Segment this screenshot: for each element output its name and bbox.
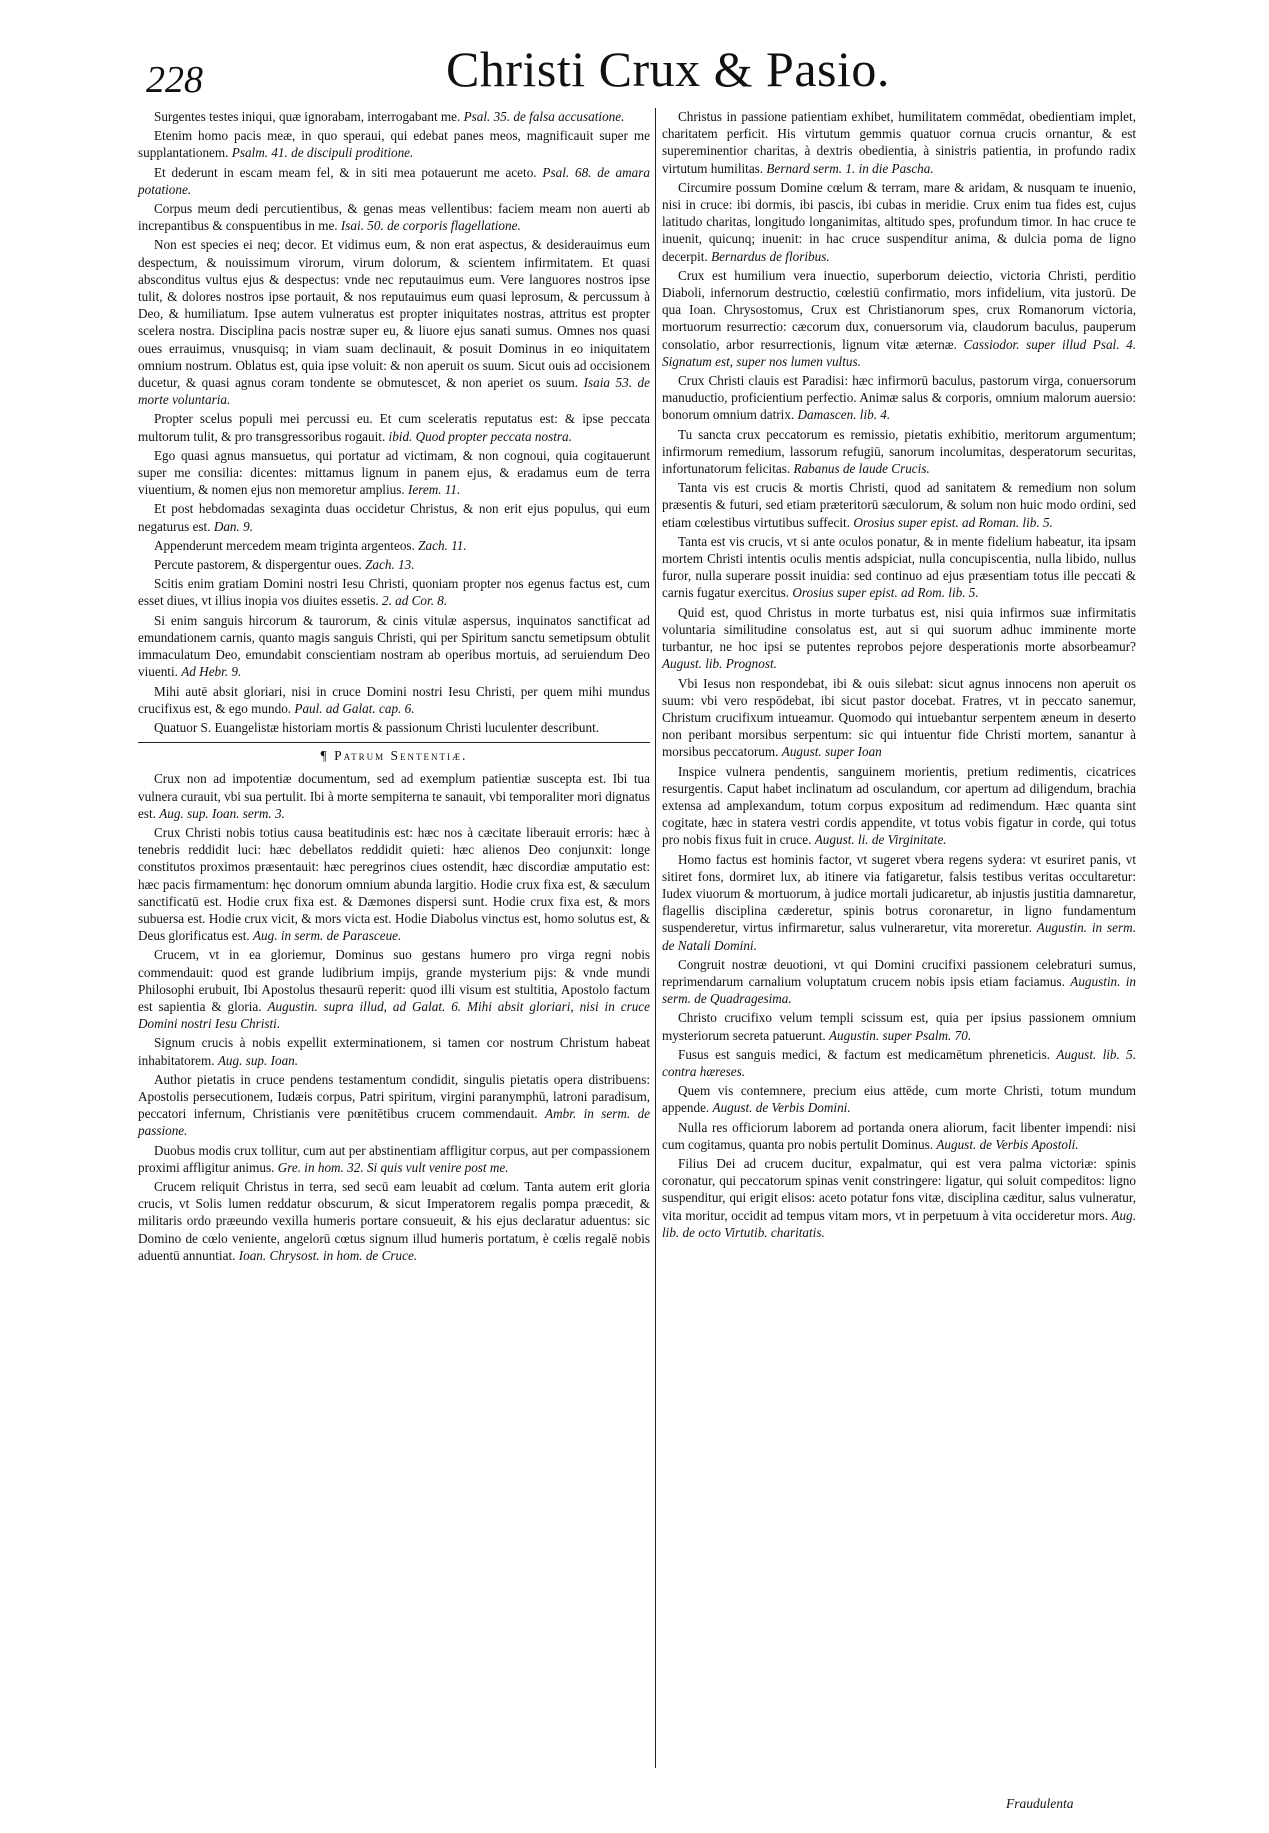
paragraph-text: Quid est, quod Christus in morte turbatus est, nisi quia infirmos suæ infirmitatis voluntaria similitudine consolatus est, aut si qui suorum adhuc imminente morte turbantur, ne hoc ipsi se putentes reprobos pejore desperationis morte absorbeamur? — [662, 604, 1136, 655]
paragraph — [138, 612, 650, 681]
paragraph — [662, 426, 1136, 478]
citation: Damascen. lib. 4. — [797, 407, 891, 423]
paragraph-text: Inspice vulnera pendentis, sanguinem morientis, pretium redimentis, cicatrices resurgentis. Caput habet inclinatum ad osculandum, cor apertum ad diligendum, brachia extensa ad amplexandum, totum corpus expositum ad redimendum. Hæc quanta sint cogitate, hæc in statera vestri cordis appendite, vt totus vobis figatur in corde, qui totus pro nobis fixus fuit in cruce. — [662, 763, 1136, 848]
paragraph-text: Mihi autē absit gloriari, nisi in cruce Domini nostri Iesu Christi, per quem mihi mundus crucifixus est, & ego mundo. — [138, 683, 650, 716]
paragraph-text: Fusus est sanguis medici, & factum est medicamētum phreneticis. — [678, 1046, 1051, 1062]
paragraph-text: Duobus modis crux tollitur, cum aut per abstinentiam affligitur corpus, aut per compassionem proximi affligitur animus. — [138, 1142, 650, 1175]
paragraph — [138, 1071, 650, 1140]
page-number: 228 — [146, 59, 203, 101]
paragraph-text: Quem vis contemnere, precium eius attēde, cum morte Christi, totum mundum appende. — [662, 1083, 1136, 1116]
paragraph — [662, 1009, 1136, 1043]
paragraph-text: Author pietatis in cruce pendens testamentum condidit, singulis pietatis opera distribuens: Apostolis persecutionem, Iudæis corpus, Patri spiritum, virgini paranymphū, latroni paradisum, peccatori infernum, Christianis vere pœnitētibus crucem commendauit. — [138, 1071, 650, 1122]
paragraph — [138, 1142, 650, 1176]
paragraph — [662, 372, 1136, 424]
paragraph-text: Crux Christi nobis totius causa beatitudinis est: hæc nos à cæcitate liberauit erroris: hæc à tenebris reddidit luci: hæc debellatos reddidit quieti: hæc alienos Deo conjunxit: longe constitutos proximos præsentauit: hæc peregrinos ciues ostendit, hæc discordiæ amputatio est: hæc pacis firmamentum: hęc donorum omnium abunda largitio. Hodie crux fixa est, & sæculum sanctificatū est. Hodie crux fixa est. & Dæmones dispersi sunt. Hodie crux fixa est, & mors subuersa est. Hodie crux vicit, & mors victa est. Hodie Diabolus vinctus est, homo solutus est, & Deus glorificatus est. — [138, 824, 650, 944]
citation: Orosius super epist. ad Roman. lib. 5. — [853, 514, 1053, 530]
paragraph-text: Tu sancta crux peccatorum es remissio, pietatis exhibitio, meritorum argumentum; infirmorum remedium, lassorum refugiū, sanorum incolumitas, desperatorum securitas, infortunatorum felicitas. — [662, 426, 1136, 477]
citation: Augustin. in serm. de Natali Domini. — [662, 920, 1136, 953]
paragraph-text: Et post hebdomadas sexaginta duas occidetur Christus, & non erit ejus populus, qui eum negaturus est. — [138, 501, 650, 534]
paragraph — [138, 447, 650, 499]
paragraph — [138, 946, 650, 1032]
paragraph — [138, 1178, 650, 1264]
paragraph — [662, 1082, 1136, 1116]
paragraph — [662, 763, 1136, 849]
paragraph — [138, 719, 650, 736]
paragraph — [662, 179, 1136, 265]
citation: Bernardus de floribus. — [711, 248, 830, 264]
citation: Gre. in hom. 32. Si quis vult venire post me. — [277, 1159, 509, 1175]
citation: Bernard serm. 1. in die Pascha. — [766, 160, 934, 176]
left-column — [138, 108, 650, 1266]
paragraph — [138, 164, 650, 198]
citation: Zach. 11. — [418, 537, 467, 553]
right-column — [662, 108, 1136, 1243]
paragraph-text: Circumire possum Domine cœlum & terram, mare & aridam, & nusquam te inuenio, nisi in cruce: ibi dormis, ibi pascis, ibi cubas in meridie. Crux enim tua fides est, cujus latitudo charitas, longitudo longanimitas, altitudo spes, profundum timor. In hac cruce te inuenit, quicunq; inuenit: in hac cruce suspenditur anima, & dulcia poma de ligno decerpit. — [662, 179, 1136, 264]
citation: Aug. lib. de octo Virtutib. charitatis. — [662, 1207, 1137, 1240]
citation: August. de Verbis Domini. — [712, 1100, 851, 1116]
citation: August. lib. 5. contra hæreses. — [662, 1046, 1136, 1079]
citation: Cassiodor. super illud Psal. 4. Signatum est, super nos lumen vultus. — [662, 336, 1136, 369]
paragraph-text: Appenderunt mercedem meam triginta argenteos. — [154, 537, 415, 553]
paragraph — [662, 479, 1136, 531]
citation: Rabanus de laude Crucis. — [793, 461, 930, 477]
catchword: Fraudulenta — [1006, 1796, 1074, 1811]
citation: Aug. in serm. de Parasceue. — [253, 928, 402, 944]
paragraph-text: Crux Christi clauis est Paradisi: hæc infirmorū baculus, pastorum virga, conuersorum manuductio, proficientium perfectio. Animæ salus & corporis, omnium malorum auersio: bonorum omnium datrix. — [662, 373, 1136, 423]
citation: August. li. de Virginitate. — [814, 832, 947, 848]
paragraph-text: Christus in passione patientiam exhibet, humilitatem commēdat, obedientiam implet, charitatem perficit. His virtutum gemmis quatuor cornua crucis ornantur, & est supereminentior charitas, à dextris obedientia, à sinistris patientia, in profundo radix virtutum humilitas. — [662, 109, 1136, 176]
patrum-sententiae — [138, 770, 650, 1264]
citation: Psalm. 41. de discipuli proditione. — [231, 145, 414, 161]
citation: 2. ad Cor. 8. — [381, 593, 448, 609]
paragraph-text: Si enim sanguis hircorum & taurorum, & cinis vitulæ aspersus, inquinatos sanctificat ad emundationem carnis, quanto magis sanguis Christi, qui per Spiritum sanctu semetipsum obtulit immaculatum Deo, emundabit conscientiam nostram ab operibus mortuis, ad seruiendum Deo viuenti. — [138, 612, 650, 680]
paragraph — [662, 675, 1136, 761]
paragraph-text: Etenim homo pacis meæ, in quo speraui, qui edebat panes meos, magnificauit super me supplantationem. — [138, 128, 650, 161]
citation: August. super Ioan — [781, 744, 882, 760]
citation: Isaia 53. de morte voluntaria. — [138, 375, 651, 408]
citation: Ioan. Chrysost. in hom. de Cruce. — [238, 1247, 418, 1263]
paragraph-text: Surgentes testes iniqui, quæ ignorabam, interrogabant me. — [154, 109, 461, 124]
citation: Psal. 35. de falsa accusatione. — [463, 109, 625, 124]
paragraph — [662, 533, 1136, 602]
patrum-sententiae-continued — [662, 108, 1136, 1241]
paragraph-text: Et dederunt in escam meam fel, & in siti mea potauerunt me aceto. — [154, 164, 537, 180]
paragraph — [138, 500, 650, 534]
citation: Psal. 68. de amara potatione. — [138, 164, 650, 197]
paragraph-text: Nulla res officiorum laborem ad portanda onera aliorum, facit libenter impendi: nisi cum cogitamus, quanta pro nobis pertulit Dominus. — [662, 1119, 1136, 1152]
paragraph-text: Non est species ei neq; decor. Et vidimus eum, & non erat aspectus, & desiderauimus eum despectum, & nouissimum virorum, virum dolorum, & scientem infirmitatem. Et quasi absconditus vultus ejus & despectus: vnde nec reputauimus eum. Vere languores nostros ipse tulit, & dolores nostros ipse portauit, & nos reputauimus eum quasi leprosum, & percussum à Deo, & humiliatum. Ipse autem vulneratus est propter iniquitates nostras, attritus est propter scelera nostra. Disciplina pacis nostræ super eu, & liuore ejus sanati sumus. Omnes nos quasi oues errauimus, vnusquisq; in viam suam declinauit, & posuit Dominus in eo iniquitatem omnium nostrum. Oblatus est, quia ipse voluit: & non aperuit os suum. Sicut ouis ad occisionem ducetur, & quasi agnus coram tondente se obmutescet, & non aperiet os suum. — [138, 237, 650, 391]
paragraph-text: Congruit nostræ deuotioni, vt qui Domini crucifixi passionem celebraturi sumus, reprimendarum carnalium voluptatum crucem nobis ipsis etiam faciamus. — [662, 956, 1136, 989]
citation: Paul. ad Galat. cap. 6. — [294, 700, 415, 716]
paragraph — [662, 1155, 1136, 1241]
citation: Isai. 50. de corporis flagellatione. — [340, 218, 521, 234]
paragraph — [138, 770, 650, 822]
paragraph-text: Tanta vis est crucis & mortis Christi, quod ad sanitatem & remedium non solum præsentis & futuri, sed etiam præteritorū sæculorum, & solum non huic modo ordini, sed etiam cœlestibus virtutibus suffecit. — [662, 480, 1136, 530]
citation: Dan. 9. — [213, 518, 254, 534]
paragraph-text: Crux non ad impotentiæ documentum, sed ad exemplum patientiæ suscepta est. Ibi tua vulnera curauit, vbi sua pertulit. Ibi à morte sempiterna te sanauit, vbi temporaliter mori dignatus est. — [138, 771, 650, 821]
citation: Ambr. in serm. de passione. — [138, 1106, 651, 1139]
paragraph — [662, 1046, 1136, 1080]
paragraph — [138, 200, 650, 234]
paragraph — [662, 956, 1136, 1008]
paragraph — [138, 537, 650, 554]
column-divider — [655, 108, 656, 1768]
paragraph-text: Homo factus est hominis factor, vt sugeret vbera regens sydera: vt esuriret panis, vt sitiret fons, dormiret lux, ab itinere via fatigaretur, falsis testibus veritas occultaretur: Iudex viuorum & mortuorum, à judice mortali judicaretur, ab injustis justitia damnaretur, flagellis disciplina cæderetur, spinis botrus coronaretur, in ligno fundamentum suspenderetur, virtus infirmaretur, salus vulneraretur, vita moreretur. — [662, 851, 1136, 936]
paragraph-text: Ego quasi agnus mansuetus, qui portatur ad victimam, & non cognoui, quia cogitauerunt super me consilia: dicentes: mittamus lignum in panem ejus, & eradamus eum de terra viuentium, & nomen ejus non memoretur amplius. — [138, 447, 650, 498]
paragraph-text: Tanta est vis crucis, vt si ante oculos ponatur, & in mente fidelium habeatur, ita ipsam mortem Christi intentis oculis mentis adspiciat, nulla concupiscentia, nulla libido, nullus furor, nulla superare possit inuidia: sed continuo ad ejus præsentiam totus ille peccati & carnis fugatur exercitus. — [662, 533, 1136, 601]
paragraph-text: Percute pastorem, & dispergentur oues. — [154, 557, 362, 573]
paragraph-text: Propter scelus populi mei percussi eu. Et cum sceleratis reputatus est: & ipse peccata multorum tulit, & pro transgressoribus rogauit. — [138, 411, 650, 444]
paragraph — [138, 127, 650, 161]
paragraph — [138, 108, 650, 125]
paragraph-text: Quatuor S. Euangelistæ historiam mortis & passionum Christi luculenter describunt. — [154, 719, 600, 735]
paragraph — [138, 556, 650, 573]
paragraph — [662, 1119, 1136, 1153]
citation: Aug. sup. Ioan. — [217, 1052, 299, 1068]
paragraph — [662, 851, 1136, 954]
paragraph-text: Crucem, vt in ea gloriemur, Dominus suo gestans humero pro virga regni nobis commendauit: quod est grande ludibrium impijs, grande mysterium pijs: & vnde mundi Philosophi erubuit, Ibi Apostolus thesaurū reperit: quod illi visum est stultitia, Apostolo factum est sapientia & gloria. — [138, 947, 650, 1014]
citation: Augustin. super Psalm. 70. — [828, 1027, 972, 1043]
paragraph — [662, 267, 1136, 370]
paragraph-text: Signum crucis à nobis expellit exterminationem, si tamen cor nostrum Christum habeat inhabitatorem. — [138, 1035, 650, 1068]
citation: Augustin. supra illud, ad Galat. 6. Mihi absit gloriari, nisi in cruce Domini nostri Iesu Christi. — [138, 998, 650, 1032]
paragraph-text: Crucem reliquit Christus in terra, sed secū eam leuabit ad cœlum. Tanta autem erit gloria crucis, vt Solis lumen reddatur obscurum, & sicut Imperatorem regalis pompa præcedit, & militaris ordo præeundo vexilla humeris portare consueuit, & his ejus declaratur aduentus: sic Domino de cœlo veniente, angelorū cœtus signum illud humeris portatum, è cœlis regalē nobis aduentū annuntiat. — [138, 1178, 650, 1263]
paragraph — [662, 108, 1136, 177]
paragraph — [662, 604, 1136, 673]
paragraph-text: Vbi Iesus non respondebat, ibi & ouis silebat: sicut agnus innocens non aperuit os suum: vbi vero respōdebat, ibi sicut pastor docebat. Fratres, vt in peccato sanemur, Christum crucifixum intueamur. Quomodo qui intuebantur serpentem æneum in deserto non peribant morsibus serpentum: sic qui intuentur fide Christi mortem, sanantur à morsibus peccatorum. — [662, 675, 1136, 760]
scripture-passages — [138, 108, 650, 736]
paragraph — [138, 236, 650, 408]
citation: Orosius super epist. ad Rom. lib. 5. — [792, 585, 979, 601]
paragraph — [138, 575, 650, 609]
section-heading: ¶ Patrum Sententiæ. — [138, 742, 650, 764]
citation: Augustin. in serm. de Quadragesima. — [662, 973, 1137, 1007]
paragraph-text: Filius Dei ad crucem ducitur, expalmatur, qui est vera palma victoriæ: spinis coronatur, qui peccatorum spinas venit constringere: ligatur, qui soluit compeditos: ligno suspenditur, qui erigit elisos: aceto potatur fons vitæ, disciplina cæditur, salus vulneratur, vita moritur, occidit ad tempus vitam mors, vt in perpetuum à vita occideretur mors. — [662, 1155, 1136, 1223]
citation: Ierem. 11. — [407, 482, 461, 498]
paragraph-text: Corpus meum dedi percutientibus, & genas meas vellentibus: faciem meam non auerti ab increpantibus & conspuentibus in me. — [138, 201, 650, 234]
paragraph — [138, 683, 650, 717]
citation: Aug. sup. Ioan. serm. 3. — [159, 805, 285, 821]
paragraph-text: Christo crucifixo velum templi scissum est, quia per ipsius passionem omnium mysteriorum secreta patuerunt. — [662, 1010, 1136, 1043]
paragraph — [138, 824, 650, 944]
paragraph — [138, 410, 650, 444]
citation: Zach. 13. — [365, 557, 415, 573]
paragraph-text: Crux est humilium vera inuectio, superborum deiectio, victoria Christi, perditio Diaboli, infernorum destructio, cœlestiū confirmatio, mors infidelium, vita justorū. De qua Ioan. Chrysostomus, Crux est Christianorum spes, crux Romanorum victoria, mortuorum resurrectio: cæcorum dux, conuersorum via, claudorum baculus, pauperum consolatio, arbor resurrectionis, lignum vitæ æternæ. — [662, 267, 1136, 352]
running-title: Christi Crux & Pasio. — [446, 41, 890, 97]
citation: August. de Verbis Apostoli. — [936, 1136, 1079, 1152]
citation: August. lib. Prognost. — [662, 656, 777, 672]
citation: Ad Hebr. 9. — [181, 664, 242, 680]
paragraph-text: Scitis enim gratiam Domini nostri Iesu Christi, quoniam propter nos egenus factus est, cum esset diues, vt illius inopia vos diuites essetis. — [138, 576, 650, 609]
citation: ibid. Quod propter peccata nostra. — [388, 428, 572, 444]
paragraph — [138, 1034, 650, 1068]
